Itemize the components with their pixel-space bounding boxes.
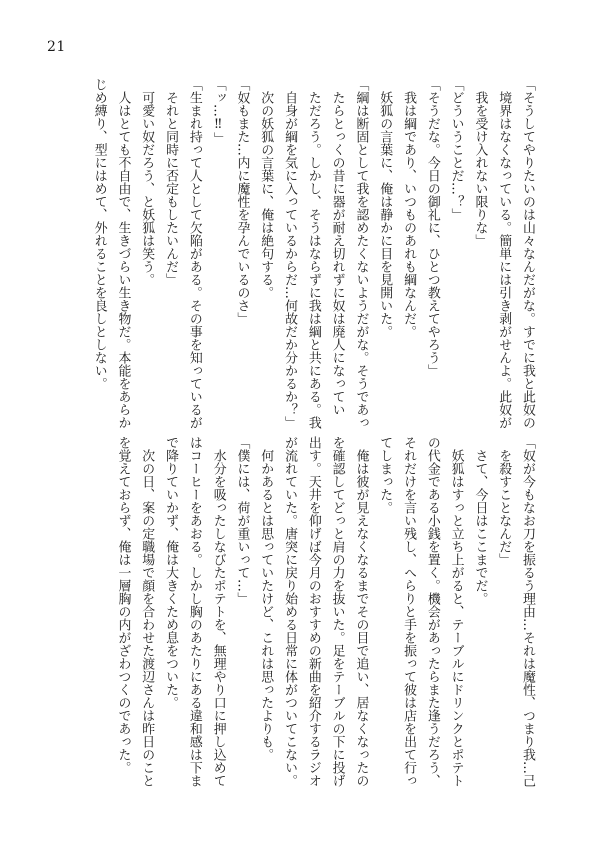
lower-text-column <box>83 436 539 787</box>
text-line: 「奴もまた…内に魔性を孕んでいるのさ」 <box>234 78 250 325</box>
text-line: が流れていた。唐突に戻り始める日常に体がついてこない。 <box>282 436 298 787</box>
text-line: を覚えておらず、俺は一層胸の内がざわつくのであった。 <box>115 436 131 774</box>
text-line: 何かあるとは思っていたけど、これは思ったよりも。 <box>258 436 274 761</box>
text-line: 境界はなくなっている。簡単には引き剥がせんよ。此奴が <box>496 78 512 429</box>
text-line: 妖狐はすっと立ち上がると、テーブルにドリンクとポテト <box>448 436 464 787</box>
text-line: ただろう。しかし、そうはならずに我は綱と共にある。我 <box>305 78 321 429</box>
text-line: 「どういうことだ…？」 <box>448 78 464 221</box>
text-line: を確認してどっと肩の力を抜いた。足をテーブルの下に投げ <box>329 436 345 787</box>
text-line: さて、今日はここまでだ。 <box>472 436 488 605</box>
text-line: 「そうだな。今日の御礼に、ひとつ教えてやろう」 <box>424 78 440 377</box>
text-line: 自身が綱を気に入っているからだ…何故だか分かるか？」 <box>282 78 298 429</box>
text-line: それと同時に否定もしたいんだ」 <box>163 78 179 286</box>
text-line: 水分を吸ったしなびたポテトを、無理やり口に押し込めて <box>210 436 226 787</box>
text-line: 「生まれ持って人として欠陥がある。その事を知っているが <box>186 78 202 429</box>
text-line: 「ッ…‼」 <box>210 78 226 146</box>
text-line: の代金である小銭を置く。機会があったらまた逢うだろう、 <box>424 436 440 787</box>
text-line: 出す。天井を仰げば今月のおすすめの新曲を紹介するラジオ <box>305 436 321 787</box>
text-line: 「綱は断固として我を認めたくないようだがな。そうであっ <box>353 78 369 429</box>
text-line: 我は綱であり、いつものあれも綱なんだ。 <box>401 78 417 338</box>
text-line: 次の妖狐の言葉に、俺は絶句する。 <box>258 78 274 299</box>
text-line: じめ縛り、型にはめて、外れることを良しとしない。 <box>91 78 107 390</box>
text-line: 俺は彼が見えなくなるまでその目で追い、居なくなったの <box>353 436 369 787</box>
upper-text-column <box>83 78 539 429</box>
text-line: 「そうしてやりたいのは山々なんだがな。すでに我と此奴の <box>520 78 535 429</box>
text-line: 次の日、案の定職場で顔を合わせた渡辺さんは昨日のこと <box>139 436 155 787</box>
text-line: 可愛い奴だろう、と妖狐は笑う。 <box>139 78 155 286</box>
text-line: で降りていかず、俺は大きくため息をついた。 <box>163 436 179 709</box>
text-line: たらとっくの昔に器が耐え切れずに奴は廃人になってい <box>329 78 345 416</box>
text-line: 我を受け入れない限りな」 <box>472 78 488 247</box>
text-line: 「奴が今もなお刀を振るう理由…それは魔性、つまり我…己 <box>520 436 535 787</box>
text-line: てしまった。 <box>377 436 393 514</box>
text-line: を殺すことなんだ」 <box>496 436 512 566</box>
text-line: はコーヒーをあおる。しかし胸のあたりにある違和感は下ま <box>186 436 202 787</box>
text-line: 「僕には、荷が重いって…」 <box>234 436 250 605</box>
text-line: 人はとても不自由で、生きづらい生き物だ。本能をあらか <box>115 78 131 429</box>
text-line: 妖狐の言葉に、俺は静かに目を見開いた。 <box>377 78 393 338</box>
text-line: それだけを言い残し、へらりと手を振って彼は店を出て行っ <box>401 436 417 787</box>
page-number: 21 <box>47 39 66 55</box>
